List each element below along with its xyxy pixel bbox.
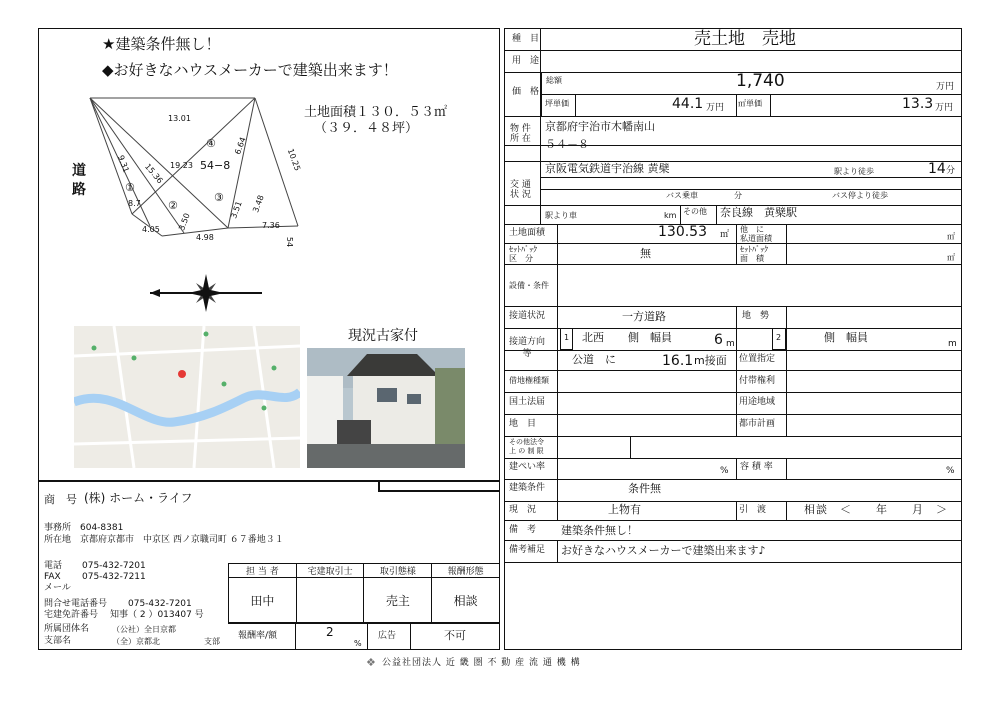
other-law-label: その他法令 上 の 制 限 bbox=[509, 438, 544, 455]
grid-line bbox=[786, 306, 787, 436]
fee-rate-value: 2 bbox=[326, 625, 334, 639]
headline-2: ◆お好きなハウスメーカーで建築出来ます！ bbox=[102, 61, 398, 79]
photo-caption: 現況古家付 bbox=[348, 328, 418, 344]
fee-rate-unit: % bbox=[354, 639, 362, 648]
office-label: 事務所 bbox=[44, 523, 72, 533]
private-road-label: 他 に 私道面積 bbox=[740, 225, 772, 243]
grid-line bbox=[541, 189, 962, 190]
fee-type: 相談 bbox=[432, 578, 500, 624]
grid-line bbox=[541, 72, 542, 116]
land-area-value: 130.53 bbox=[658, 224, 707, 240]
remarks-value: 建築条件無し！ bbox=[561, 524, 638, 537]
staff-header: 宅建取引士 bbox=[296, 564, 364, 578]
km-unit: km bbox=[664, 211, 677, 220]
dim-54: 54 bbox=[285, 236, 295, 248]
grid-line bbox=[557, 224, 558, 520]
deal-type: 売主 bbox=[364, 578, 432, 624]
dim-10-25: 10.25 bbox=[285, 147, 303, 173]
headline-1: ★建築条件無し！ bbox=[102, 35, 221, 53]
setback-area-label: ｾｯﾄﾊﾞｯｸ 面 積 bbox=[740, 245, 768, 263]
dim-4-05: 4.05 bbox=[142, 225, 160, 234]
total-price-unit: 万円 bbox=[936, 82, 955, 92]
branch-label: 支部名 bbox=[44, 636, 72, 646]
staff-header: 担 当 者 bbox=[229, 564, 297, 578]
grid-line bbox=[736, 94, 737, 116]
lot-4-mark: ④ bbox=[206, 137, 216, 150]
license-label: 宅建免許番号 bbox=[44, 610, 99, 620]
frontage-unit: m接面 bbox=[694, 354, 727, 367]
staff-header: 報酬形態 bbox=[432, 564, 500, 578]
ad-label: 広告 bbox=[378, 631, 397, 641]
tsubo-price: 44.1 bbox=[672, 96, 704, 112]
tsubo-price-unit: 万円 bbox=[706, 103, 725, 113]
grid-line bbox=[505, 540, 962, 541]
private-road-unit: ㎡ bbox=[947, 232, 955, 241]
sqm-price-unit: 万円 bbox=[935, 103, 954, 113]
grid-line bbox=[505, 501, 961, 502]
total-price-label: 総額 bbox=[546, 76, 562, 85]
total-price: 1,740 bbox=[736, 71, 785, 91]
use-label: 用 途 bbox=[512, 56, 540, 66]
build-condition-label: 建築条件 bbox=[509, 483, 546, 493]
position-label: 位置指定 bbox=[739, 354, 776, 364]
north-arrow-icon bbox=[148, 272, 264, 314]
land-area-unit: ㎡ bbox=[720, 230, 730, 240]
train-line: 京阪電気鉄道宇治線 黄檗 bbox=[545, 162, 670, 175]
footer-org: 公益社団法人 近 畿 圏 不 動 産 流 通 機 構 bbox=[382, 658, 581, 668]
license-value: 知事（ 2 ）013407 号 bbox=[110, 610, 204, 620]
lot-2-mark: ② bbox=[168, 199, 178, 212]
grid-line bbox=[786, 501, 787, 520]
dim-15-36: 15.36 bbox=[143, 162, 165, 186]
road-status-label: 接道状況 bbox=[509, 311, 546, 321]
grid-line bbox=[540, 29, 541, 225]
tsubo-price-label: 坪単価 bbox=[545, 99, 569, 108]
office-postal: 604-8381 bbox=[80, 523, 124, 533]
build-condition-value: 条件無 bbox=[628, 482, 661, 495]
road-1-side-label: 側 幅員 bbox=[628, 331, 672, 344]
type-label: 種 目 bbox=[512, 34, 540, 44]
other-line: 奈良線 黄檗駅 bbox=[720, 206, 797, 219]
grid-line bbox=[575, 94, 576, 116]
dim-3-50: 3.50 bbox=[177, 211, 192, 232]
grid-line bbox=[505, 392, 961, 393]
company-name: (株) ホーム・ライフ bbox=[84, 491, 193, 505]
fee-rate-label: 報酬率/額 bbox=[238, 631, 278, 641]
grid-line bbox=[557, 540, 558, 562]
frontage-value: 16.1 bbox=[662, 353, 694, 369]
land-category-label: 地 目 bbox=[509, 419, 537, 429]
dim-13-01: 13.01 bbox=[168, 114, 191, 123]
location-line-1: 京都府宇治市木幡南山 bbox=[545, 120, 655, 133]
setback-label: ｾｯﾄﾊﾞｯｸ 区 分 bbox=[509, 245, 537, 263]
grid-line bbox=[505, 116, 961, 117]
bus-label: バス乗車 bbox=[666, 191, 698, 200]
grid-line bbox=[505, 479, 961, 480]
national-land-law-label: 国土法届 bbox=[509, 397, 546, 407]
road-2-side-label: 側 幅員 bbox=[824, 331, 868, 344]
floor-area-ratio-unit: % bbox=[946, 466, 955, 476]
bus-walk-label: バス停より徒歩 bbox=[832, 191, 888, 200]
road-2-unit: m bbox=[948, 339, 957, 349]
grid-line bbox=[541, 177, 962, 178]
property-photo bbox=[307, 348, 465, 468]
grid-line bbox=[505, 436, 961, 437]
road-1-direction: 北西 bbox=[582, 331, 604, 344]
bus-unit: 分 bbox=[734, 191, 742, 200]
office-address: 京都府京都市 中京区 西ノ京職司町 ６７番地３１ bbox=[80, 535, 284, 545]
agent-table bbox=[228, 563, 500, 624]
walk-label: 駅より徒歩 bbox=[834, 167, 874, 176]
divider bbox=[295, 622, 296, 650]
remarks-supplement-label: 備考補足 bbox=[509, 545, 546, 555]
divider bbox=[367, 622, 368, 650]
grid-line bbox=[505, 520, 961, 521]
inquiry-tel: 075-432-7201 bbox=[128, 599, 192, 609]
road-label: 道路 bbox=[72, 163, 86, 198]
grid-line bbox=[736, 306, 737, 436]
grid-line bbox=[770, 94, 771, 116]
property-type: 売土地 売地 bbox=[694, 29, 796, 49]
current-status-label: 現 況 bbox=[509, 505, 537, 515]
dim-3-48: 3.48 bbox=[251, 193, 266, 214]
floor-area-ratio-label: 容 積 率 bbox=[740, 462, 773, 472]
grid-line bbox=[736, 224, 737, 264]
location-map[interactable] bbox=[74, 326, 300, 468]
plot-plan-drawing bbox=[80, 88, 310, 258]
grid-line bbox=[786, 458, 787, 479]
location-line-2: ５４－８ bbox=[545, 138, 589, 151]
setback-area-unit: ㎡ bbox=[947, 253, 955, 262]
grid-line bbox=[541, 94, 962, 95]
dim-19-23: 19.23 bbox=[170, 161, 193, 170]
assoc-value: （公社）全日京都 bbox=[112, 625, 176, 634]
dim-4-98: 4.98 bbox=[196, 233, 214, 242]
grid-line bbox=[505, 350, 961, 351]
attached-rights-label: 付帯権利 bbox=[739, 376, 776, 386]
divider bbox=[39, 480, 499, 482]
dim-8-7: 8.7 bbox=[128, 199, 141, 208]
divider bbox=[378, 490, 500, 492]
fax-value: 075-432-7211 bbox=[82, 572, 146, 582]
grid-line bbox=[505, 264, 961, 265]
lot-1-mark: ① bbox=[125, 181, 135, 194]
current-status-value: 上物有 bbox=[608, 503, 641, 516]
zoning-label: 用途地域 bbox=[739, 397, 776, 407]
mail-label: メール bbox=[44, 583, 71, 593]
road-2-number: 2 bbox=[776, 333, 782, 342]
grid-line bbox=[505, 50, 961, 51]
remarks-label: 備 考 bbox=[509, 525, 537, 535]
grid-line bbox=[680, 205, 681, 224]
station-car-label: 駅より車 bbox=[545, 211, 577, 220]
city-plan-label: 都市計画 bbox=[739, 419, 776, 429]
public-road-label: 公道 に bbox=[572, 353, 616, 366]
dim-6-64: 6.64 bbox=[233, 135, 248, 156]
coverage-ratio-label: 建ぺい率 bbox=[509, 462, 546, 472]
lot-number: 54−8 bbox=[200, 159, 231, 172]
road-status-value: 一方道路 bbox=[622, 310, 666, 323]
location-label: 物 件 所 在 bbox=[510, 124, 531, 144]
terrain-label: 地 勢 bbox=[742, 311, 770, 321]
lot-3-mark: ③ bbox=[214, 191, 224, 204]
grid-line bbox=[505, 370, 961, 371]
grid-line bbox=[630, 436, 631, 458]
tel-value: 075-432-7201 bbox=[82, 561, 146, 571]
staff-name: 田中 bbox=[229, 578, 297, 624]
tel-label: 電話 bbox=[44, 561, 63, 571]
fax-label: FAX bbox=[44, 572, 61, 582]
footer-logo-icon: ❖ bbox=[366, 656, 376, 669]
land-area-label: 土地面積 bbox=[509, 228, 546, 238]
land-area-text: 土地面積１３０．５３㎡ bbox=[304, 105, 448, 120]
price-label: 価 格 bbox=[512, 87, 540, 97]
other-label: その他 bbox=[683, 207, 707, 216]
coverage-ratio-unit: % bbox=[720, 466, 729, 476]
grid-line bbox=[505, 306, 961, 307]
grid-line bbox=[786, 224, 787, 264]
grid-line bbox=[716, 205, 717, 224]
land-area-tsubo: （３９．４８坪） bbox=[314, 121, 419, 136]
delivery-label: 引 渡 bbox=[739, 505, 767, 515]
grid-line bbox=[736, 501, 737, 520]
broker-name bbox=[296, 578, 364, 624]
grid-line bbox=[505, 414, 961, 415]
address-label: 所在地 bbox=[44, 535, 72, 545]
road-1-number: 1 bbox=[564, 333, 570, 342]
grid-line bbox=[736, 458, 737, 479]
sqm-price-label: ㎡単価 bbox=[738, 99, 762, 108]
branch-suffix: 支部 bbox=[204, 637, 220, 646]
delivery-value: 相談 ＜ 年 月 ＞ bbox=[804, 503, 948, 516]
branch-value: （全）京都北 bbox=[112, 637, 160, 646]
company-label: 商 号 bbox=[44, 493, 77, 506]
sqm-price: 13.3 bbox=[902, 96, 934, 112]
inquiry-label: 問合せ電話番号 bbox=[44, 599, 108, 609]
grid-line bbox=[505, 243, 961, 244]
staff-header: 取引態様 bbox=[364, 564, 432, 578]
grid-line bbox=[505, 458, 961, 459]
grid-line bbox=[505, 72, 961, 73]
road-1-unit: m bbox=[726, 339, 735, 349]
road-1-width: 6 bbox=[714, 332, 723, 348]
leasehold-label: 借地権種類 bbox=[509, 376, 549, 385]
remarks-supplement-value: お好きなハウスメーカーで建築出来ます♪ bbox=[561, 544, 766, 557]
assoc-label: 所属団体名 bbox=[44, 624, 90, 634]
grid-line bbox=[505, 328, 961, 329]
traffic-label: 交 通 状 況 bbox=[510, 180, 531, 200]
divider bbox=[410, 622, 411, 650]
grid-line bbox=[505, 224, 961, 225]
road-direction-label: 接道方向 等 bbox=[509, 337, 546, 359]
grid-line bbox=[505, 562, 961, 563]
walk-unit: 分 bbox=[946, 166, 956, 176]
dim-7-36: 7.36 bbox=[262, 221, 280, 230]
dim-9-31: 9.31 bbox=[116, 153, 131, 174]
ad-value: 不可 bbox=[444, 629, 466, 642]
dim-3-51: 3.51 bbox=[229, 199, 244, 220]
walk-minutes: 14 bbox=[928, 161, 946, 177]
divider bbox=[228, 622, 500, 623]
facility-label: 設備・条件 bbox=[509, 281, 549, 290]
setback-value: 無 bbox=[640, 247, 651, 260]
